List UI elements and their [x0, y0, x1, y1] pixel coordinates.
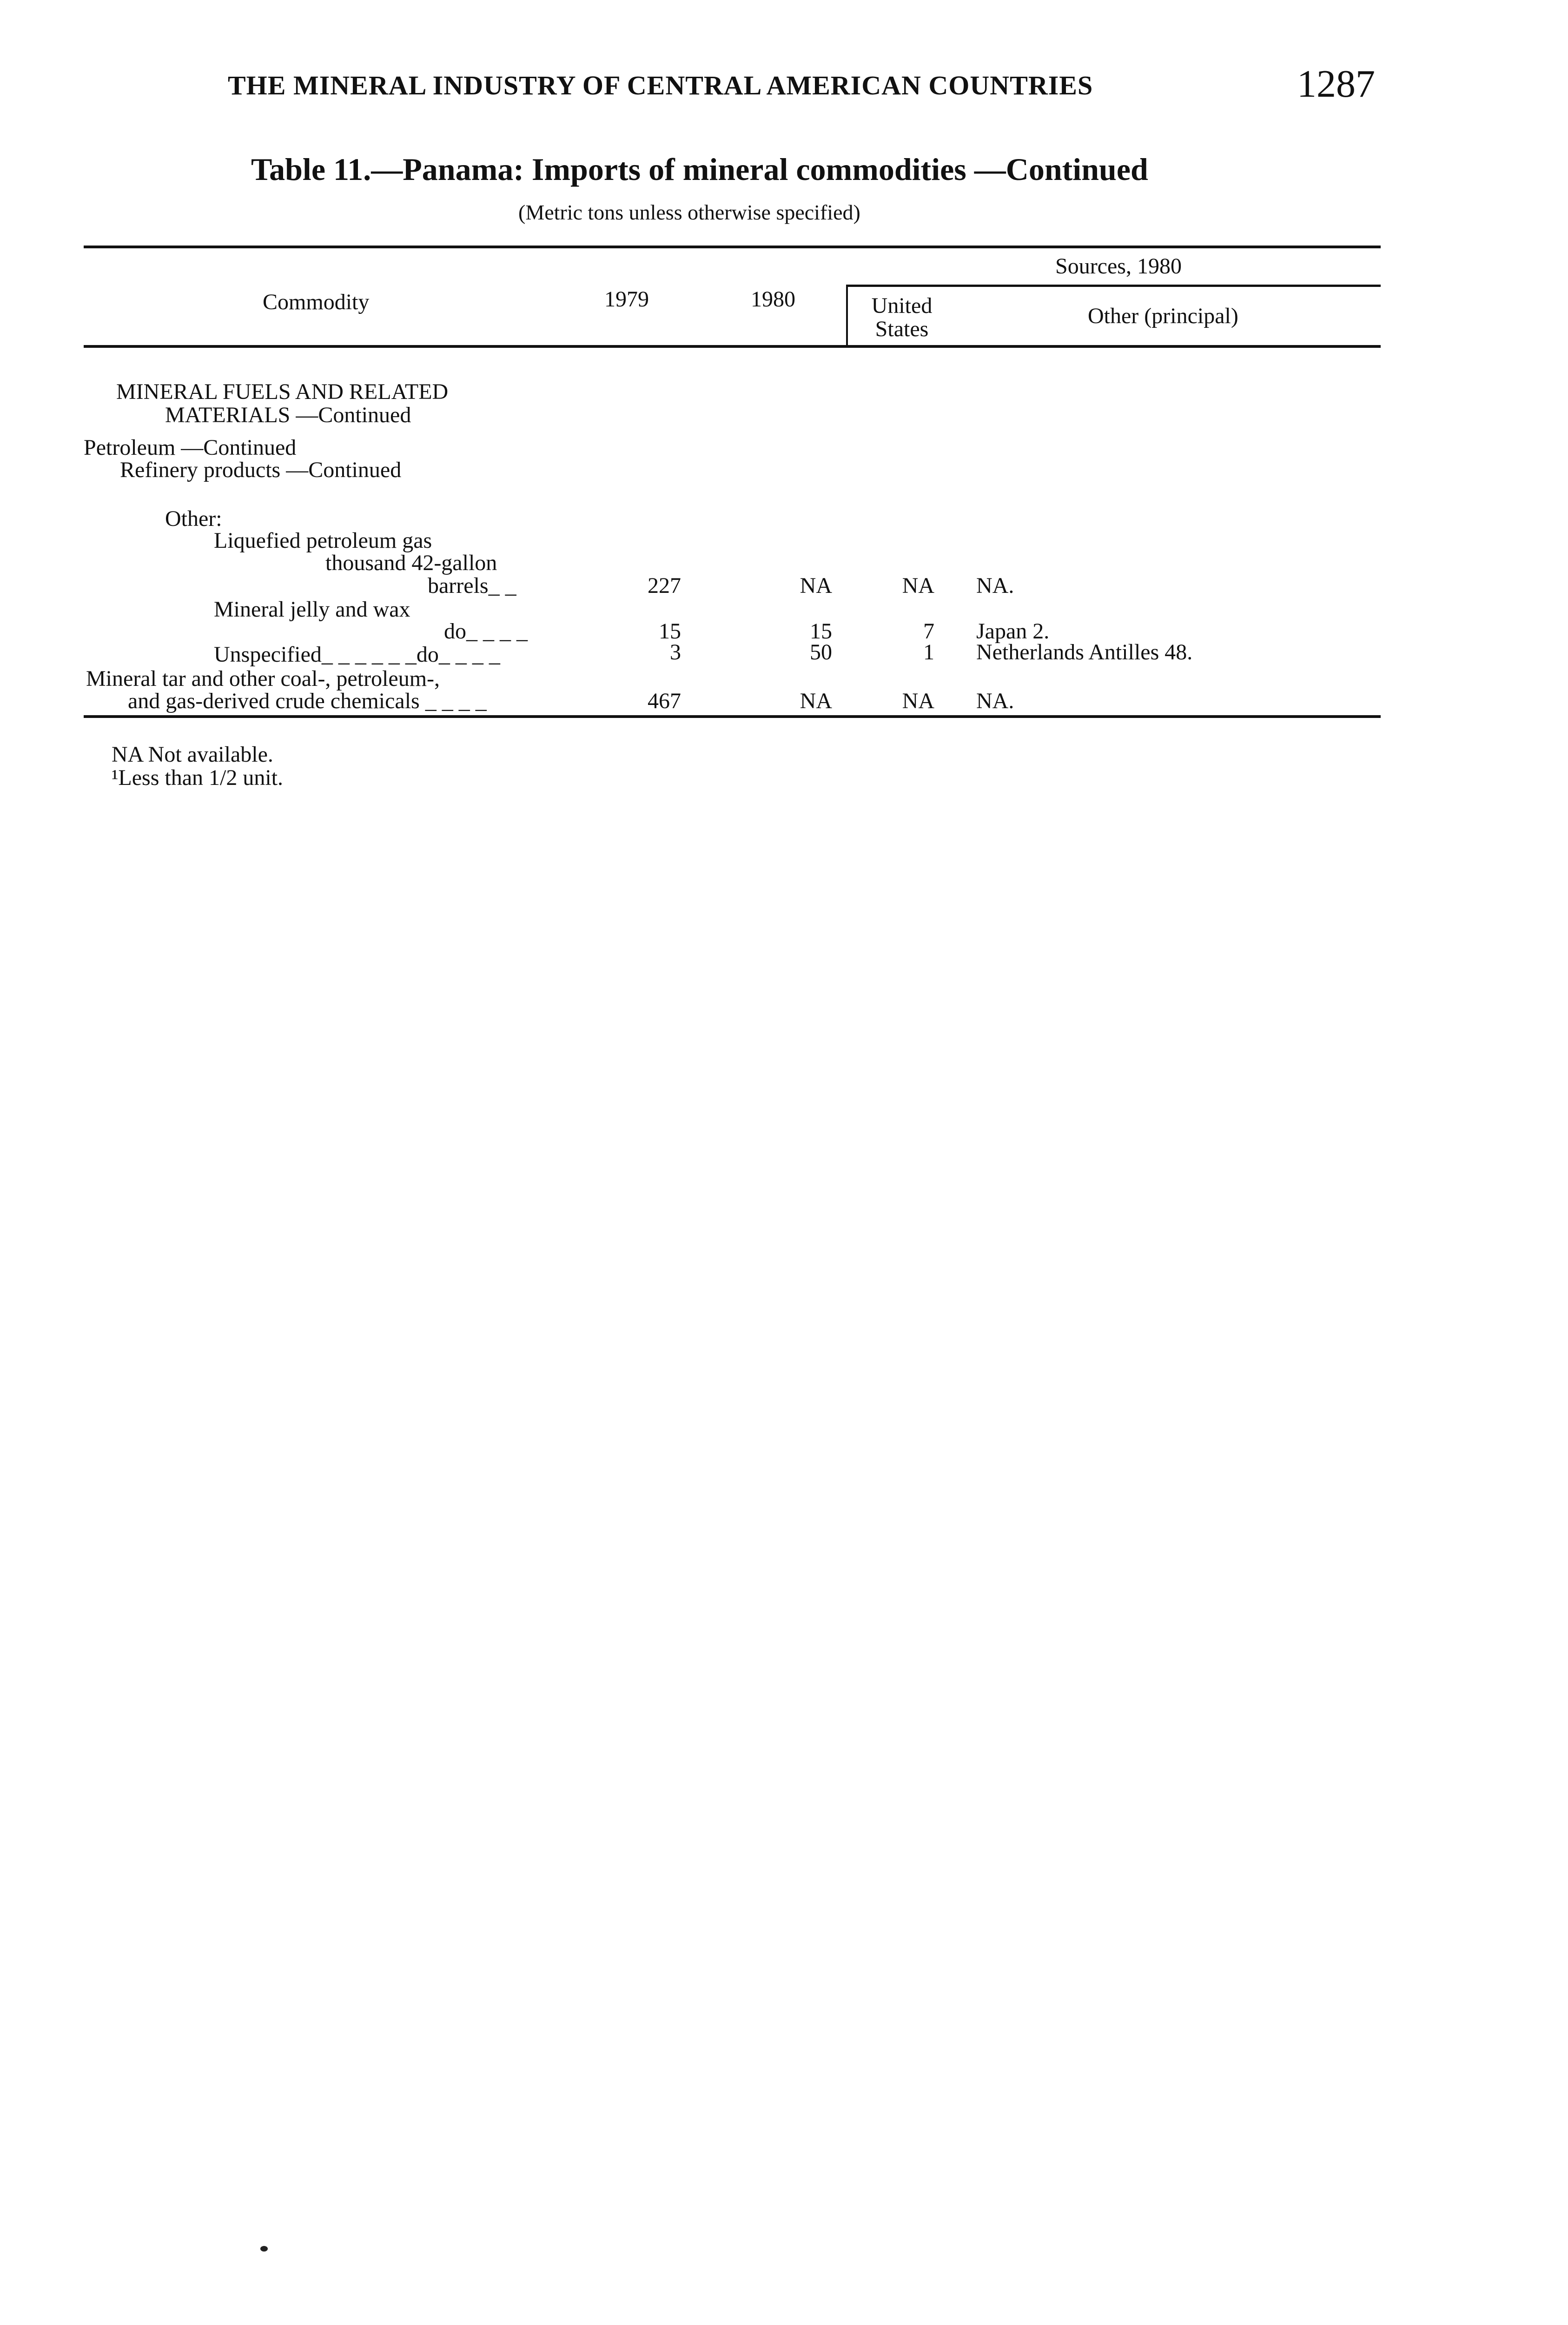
subsection-refinery: Refinery products —Continued [120, 458, 402, 482]
row-label: do_ _ _ _ [444, 619, 528, 644]
cell-united-states: 7 [923, 619, 934, 644]
header-united: United [871, 293, 933, 318]
page-number: 1287 [1297, 62, 1375, 106]
subsection-petroleum: Petroleum —Continued [84, 435, 297, 460]
table-top-rule [84, 246, 1381, 248]
table-bottom-rule [84, 715, 1381, 718]
footnote: NA Not available. [112, 742, 273, 767]
header-other: Other (principal) [1088, 304, 1238, 328]
cell-united-states: 1 [923, 640, 934, 664]
table-subtitle: (Metric tons unless otherwise specified) [518, 200, 860, 224]
section-heading: MINERAL FUELS AND RELATED [116, 379, 449, 404]
cell-1979: 467 [648, 689, 681, 713]
sources-rule [846, 285, 1381, 287]
subsection-other: Other: [165, 506, 222, 531]
cell-1980: 50 [810, 640, 832, 664]
cell-1980: NA [800, 573, 832, 598]
header-commodity: Commodity [263, 290, 370, 314]
print-speck [260, 2246, 268, 2252]
header-states: States [875, 317, 929, 341]
row-label: Unspecified_ _ _ _ _ _do_ _ _ _ [214, 642, 500, 667]
table-title: Table 11.—Panama: Imports of mineral commodities —Continued [251, 152, 1148, 187]
footnote: ¹Less than 1/2 unit. [112, 765, 284, 790]
cell-1979: 3 [670, 640, 681, 664]
cell-1979: 227 [648, 573, 681, 598]
cell-united-states: NA [902, 689, 934, 713]
row-label: thousand 42-gallon [325, 551, 497, 575]
header-1979: 1979 [604, 287, 649, 312]
row-label: Mineral jelly and wax [214, 597, 410, 622]
row-label: Mineral tar and other coal-, petroleum-, [86, 666, 440, 691]
cell-other: NA. [976, 689, 1014, 713]
section-heading-cont: MATERIALS —Continued [165, 403, 411, 427]
header-sources: Sources, 1980 [1055, 254, 1182, 279]
cell-1979: 15 [659, 619, 681, 644]
cell-other: NA. [976, 573, 1014, 598]
cell-1980: NA [800, 689, 832, 713]
sources-divider [846, 285, 848, 345]
cell-other: Japan 2. [976, 619, 1050, 644]
cell-other: Netherlands Antilles 48. [976, 640, 1193, 664]
row-label: Liquefied petroleum gas [214, 528, 432, 553]
header-1980: 1980 [751, 287, 795, 312]
running-head: THE MINERAL INDUSTRY OF CENTRAL AMERICAN COUNTRIES [228, 70, 1093, 100]
header-bottom-rule [84, 345, 1381, 348]
row-label: and gas-derived crude chemicals _ _ _ _ [128, 689, 487, 713]
cell-1980: 15 [810, 619, 832, 644]
row-label: barrels_ _ [428, 573, 516, 598]
cell-united-states: NA [902, 573, 934, 598]
